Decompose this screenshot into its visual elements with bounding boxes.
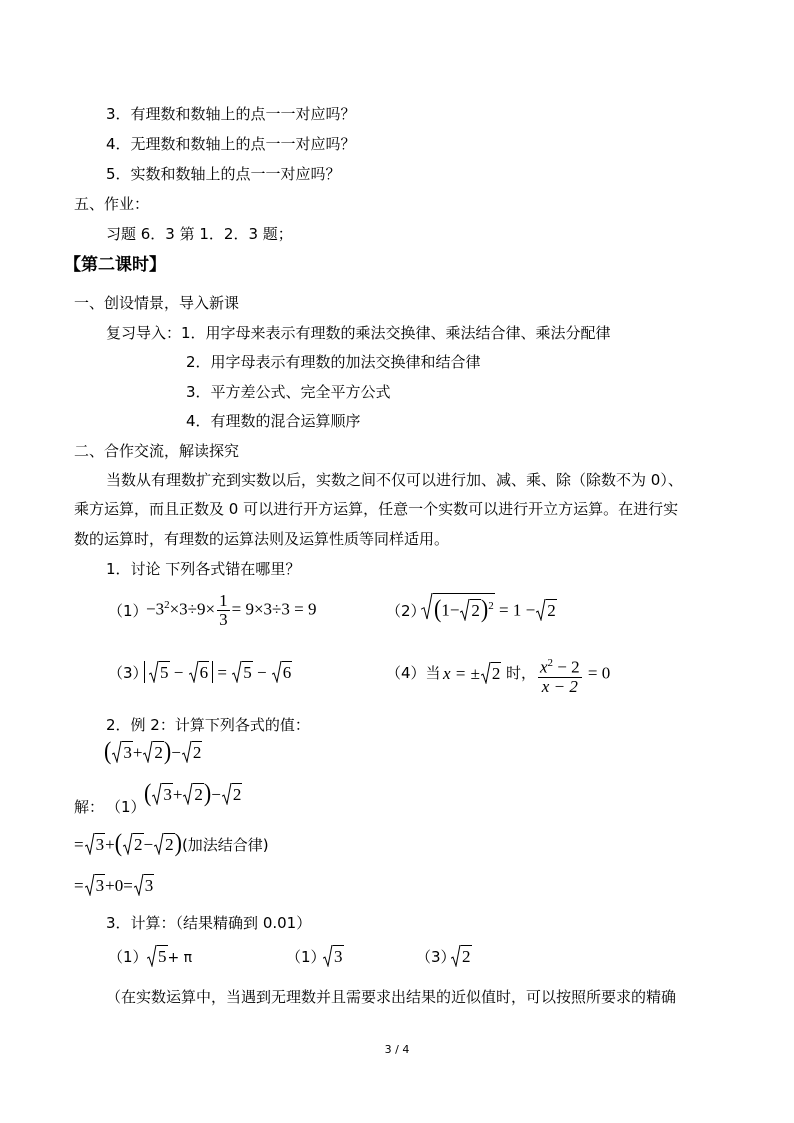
- solution-step-label: （1）: [106, 798, 146, 816]
- paragraph-line-1: 当数从有理数扩充到实数以后，实数之间不仅可以进行加、减、乘、除（除数不为 0）、: [106, 471, 683, 489]
- calc-item-1-label: （1）: [108, 948, 148, 966]
- question-5: 5．实数和数轴上的点一一对应吗？: [106, 165, 341, 183]
- review-item-2: 2．用字母表示有理数的加法交换律和结合律: [186, 353, 481, 371]
- review-item-3: 3．平方差公式、完全平方公式: [186, 383, 391, 401]
- formula-4-shi: 时，: [506, 664, 537, 682]
- homework-body: 习题 6．3 第 1．2．3 题；: [106, 225, 293, 243]
- formula-2-label: （2）: [386, 602, 426, 620]
- example-2-expression: ( 3+ 2)− 2: [104, 736, 202, 765]
- homework-title: 五、作业：: [74, 195, 150, 213]
- solution-label: 解：: [74, 798, 105, 816]
- formula-3-label: （3）: [108, 664, 148, 682]
- example-2-prompt: 2．例 2：计算下列各式的值：: [106, 716, 310, 734]
- solution-step-3: = 3+0= 3: [74, 876, 154, 895]
- lesson-two-heading: 【第二课时】: [64, 255, 166, 275]
- page-number: 3 / 4: [384, 1043, 410, 1056]
- solution-step-1: ( 3+ 2)− 2: [144, 778, 242, 807]
- calc-prompt: 3．计算：（结果精确到 0.01）: [106, 914, 312, 932]
- formula-1: $-3^2\times 3\div 9\times$ $\frac{1}{3}$ = 9×3÷3 = 9: [146, 591, 317, 629]
- formula-4-condition: x = ± 2: [443, 664, 501, 683]
- formula-2: (1− 2)$^2$ = 1 − 2: [420, 593, 557, 621]
- paragraph-line-2: 乘方运算，而且正数及 0 可以进行开方运算，任意一个实数可以进行开立方运算。在进行实: [74, 500, 679, 518]
- solution-step-2: = 3+( 2− 2)(加法结合律): [74, 828, 269, 857]
- calc-item-2: 3: [322, 945, 344, 967]
- paragraph-line-3: 数的运算时，有理数的运算法则及运算性质等同样适用。: [74, 530, 450, 548]
- section-two-title: 二、合作交流，解读探究: [74, 442, 240, 460]
- formula-3: 5 − 6 = 5 − 6: [144, 661, 292, 683]
- review-item-4: 4．有理数的混合运算顺序: [186, 412, 361, 430]
- question-4: 4．无理数和数轴上的点一一对应吗？: [106, 135, 356, 153]
- calc-item-1: 5+ π: [146, 945, 192, 968]
- closing-paragraph: （在实数运算中，当遇到无理数并且需要求出结果的近似值时，可以按照所要求的精确: [106, 988, 677, 1006]
- formula-4-label: （4）当: [386, 664, 441, 682]
- section-one-title: 一、创设情景，导入新课: [74, 294, 240, 312]
- calc-item-2-label: （1）: [286, 948, 326, 966]
- calc-item-3: 2: [450, 945, 472, 967]
- discuss-prompt: 1．讨论 下列各式错在哪里？: [106, 560, 301, 578]
- formula-4-fraction: $\frac{x^2 - 2}{x - 2}$ = 0: [536, 654, 610, 696]
- review-item-1: 复习导入：1．用字母来表示有理数的乘法交换律、乘法结合律、乘法分配律: [106, 324, 611, 342]
- question-3: 3．有理数和数轴上的点一一对应吗？: [106, 105, 356, 123]
- calc-item-3-label: （3）: [416, 948, 456, 966]
- formula-1-label: （1）: [108, 602, 148, 620]
